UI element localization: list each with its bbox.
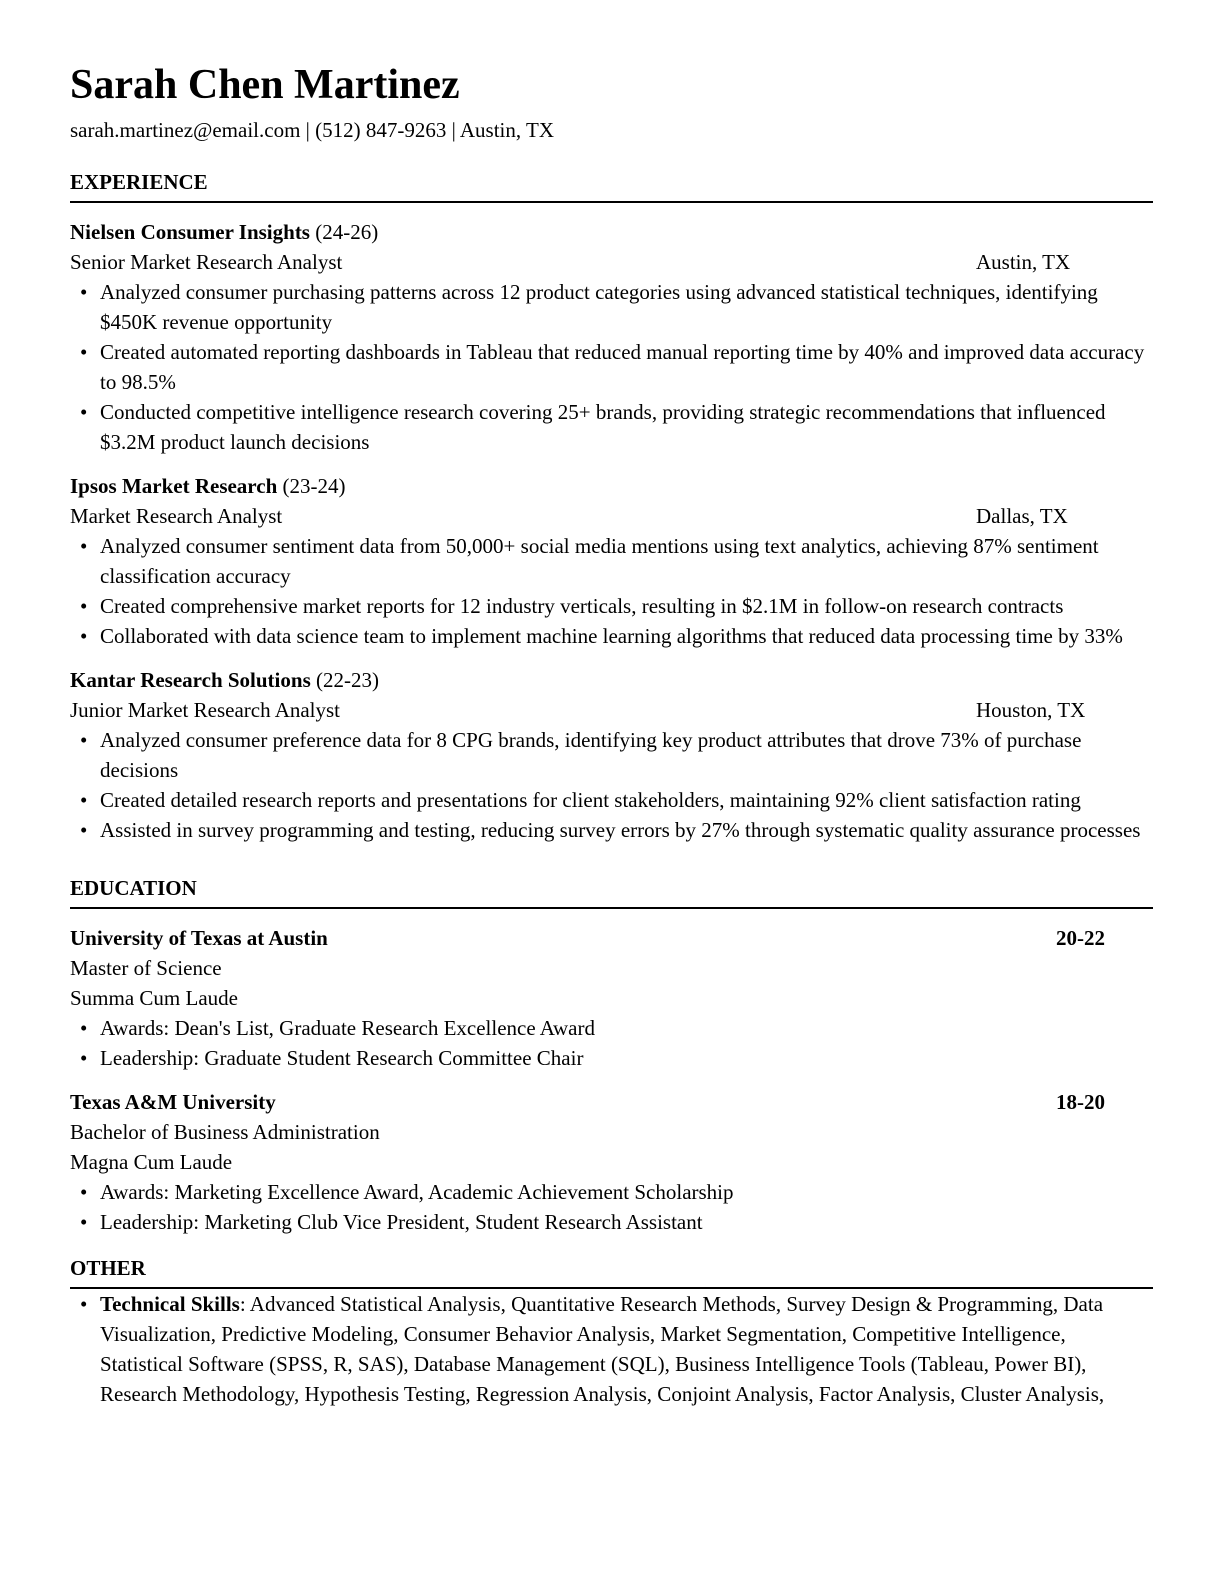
- school-header-line: [70, 923, 1153, 953]
- bullet-list: [70, 531, 1153, 651]
- bullet-list: [70, 1289, 1153, 1409]
- list-item: • Created comprehensive market reports for 12 industry verticals, resulting in $2.1M in follow-on research contracts: [70, 591, 1153, 621]
- section-title-education: EDUCATION: [70, 873, 1153, 909]
- job-header-line: [70, 217, 1153, 247]
- job-role-line: [70, 501, 1153, 531]
- bullet-list: [70, 725, 1153, 845]
- school-dates: 18-20: [1056, 1090, 1105, 1114]
- list-item: • Collaborated with data science team to implement machine learning algorithms that reduced data processing time by 33%: [70, 621, 1153, 651]
- job-role: Senior Market Research Analyst: [70, 250, 343, 274]
- honors: Magna Cum Laude: [70, 1150, 233, 1174]
- contact-line: sarah.martinez@email.com | (512) 847-9263 | Austin, TX: [70, 118, 555, 142]
- section-title-experience: EXPERIENCE: [70, 167, 1153, 203]
- skills-label: Technical Skills: [100, 1292, 240, 1316]
- job-role: Junior Market Research Analyst: [70, 698, 341, 722]
- list-item: • Analyzed consumer preference data for 8 CPG brands, identifying key product attributes that drove 73% of purchase decisions: [70, 725, 1153, 785]
- job-header-line: [70, 471, 1153, 501]
- job-location: Houston, TX: [976, 698, 1086, 722]
- bullet-list: [70, 1013, 1153, 1073]
- list-item: • Assisted in survey programming and testing, reducing survey errors by 27% through systematic quality assurance processes: [70, 815, 1153, 845]
- job-header-line: [70, 665, 1153, 695]
- company-name: Nielsen Consumer Insights: [70, 220, 310, 244]
- list-item: • Analyzed consumer purchasing patterns across 12 product categories using advanced statistical techniques, identifying $450K revenue opportunity: [70, 277, 1153, 337]
- job-location: Dallas, TX: [976, 504, 1068, 528]
- job-entry: [70, 217, 1153, 457]
- job-dates: (24-26): [315, 220, 379, 244]
- list-item: • Created detailed research reports and presentations for client stakeholders, maintaining 92% client satisfaction rating: [70, 785, 1153, 815]
- honors: Summa Cum Laude: [70, 986, 238, 1010]
- list-item: • Conducted competitive intelligence research covering 25+ brands, providing strategic recommendations that influenced $3.2M product launch decisions: [70, 397, 1153, 457]
- job-entry: [70, 665, 1153, 845]
- school-header-line: [70, 1087, 1153, 1117]
- list-item: [70, 1289, 1153, 1409]
- list-item: • Leadership: Graduate Student Research Committee Chair: [70, 1043, 1153, 1073]
- job-entry: [70, 471, 1153, 651]
- job-role-line: [70, 695, 1153, 725]
- list-item: • Awards: Marketing Excellence Award, Academic Achievement Scholarship: [70, 1177, 1153, 1207]
- list-item: • Created automated reporting dashboards in Tableau that reduced manual reporting time by 40% and improved data accuracy to 98.5%: [70, 337, 1153, 397]
- degree: Master of Science: [70, 956, 222, 980]
- section-title-other: OTHER: [70, 1253, 1153, 1289]
- list-item: • Leadership: Marketing Club Vice President, Student Research Assistant: [70, 1207, 1153, 1237]
- list-item: • Awards: Dean's List, Graduate Research Excellence Award: [70, 1013, 1153, 1043]
- list-item: • Analyzed consumer sentiment data from 50,000+ social media mentions using text analytics, achieving 87% sentiment classification accuracy: [70, 531, 1153, 591]
- person-name: Sarah Chen Martinez: [70, 62, 460, 108]
- company-name: Ipsos Market Research: [70, 474, 278, 498]
- education-entry: [70, 923, 1153, 1073]
- education-entry: [70, 1087, 1153, 1237]
- job-dates: (22-23): [316, 668, 379, 692]
- job-role-line: [70, 247, 1153, 277]
- bullet-list: [70, 1177, 1153, 1237]
- job-role: Market Research Analyst: [70, 504, 283, 528]
- school-name: University of Texas at Austin: [70, 926, 328, 950]
- bullet-list: [70, 277, 1153, 457]
- job-location: Austin, TX: [976, 250, 1071, 274]
- company-name: Kantar Research Solutions: [70, 668, 311, 692]
- school-name: Texas A&M University: [70, 1090, 276, 1114]
- degree: Bachelor of Business Administration: [70, 1120, 380, 1144]
- school-dates: 20-22: [1056, 926, 1105, 950]
- skills-text: : Advanced Statistical Analysis, Quantitative Research Methods, Survey Design & Programming, Data Visualization, Predictive Modeling, Consumer Behavior Analysis, Market Segmentation, Competitive Intelligence, Statistical Software (SPSS, R, SAS), Database Management (SQL), Business Intelligence Tools (Tableau, Power BI), Research Methodology, Hypothesis Testing, Regression Analysis, Conjoint Analysis, Factor Analysis, Cluster Analysis,: [100, 1292, 1105, 1406]
- job-dates: (23-24): [282, 474, 346, 498]
